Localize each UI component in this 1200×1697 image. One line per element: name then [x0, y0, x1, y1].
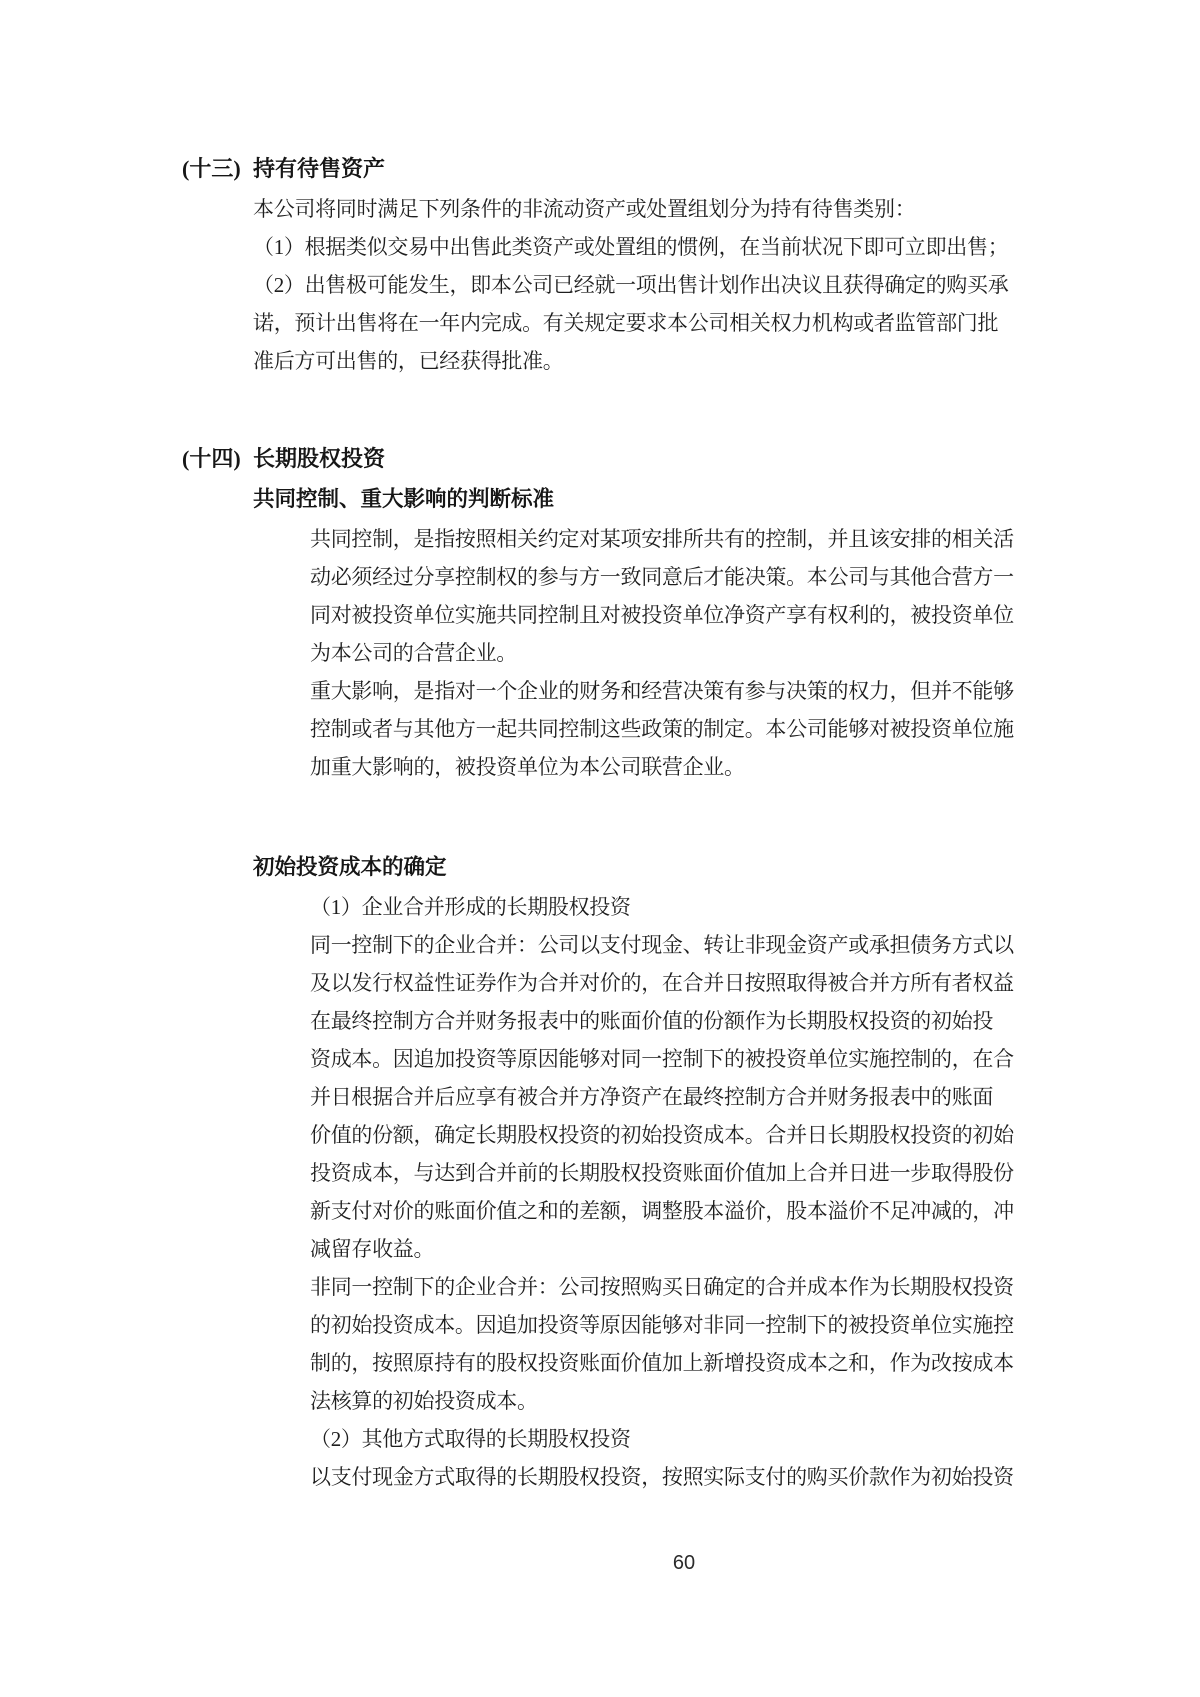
text-line: （1）根据类似交易中出售此类资产或处置组的惯例，在当前状况下即可立即出售；: [253, 235, 1009, 259]
text-line: 法核算的初始投资成本。: [310, 1389, 538, 1413]
section-title: 长期股权投资: [253, 446, 386, 471]
text-line: 重大影响，是指对一个企业的财务和经营决策有参与决策的权力，但并不能够: [310, 679, 1014, 703]
text-line: 动必须经过分享控制权的参与方一致同意后才能决策。本公司与其他合营方一: [310, 565, 1014, 589]
text-line: 资成本。因追加投资等原因能够对同一控制下的被投资单位实施控制的，在合: [310, 1047, 1014, 1071]
paragraph: [310, 888, 1013, 1496]
text-line: （2）出售极可能发生，即本公司已经就一项出售计划作出决议且获得确定的购买承: [253, 273, 1009, 297]
text-line: 准后方可出售的，已经获得批准。: [253, 349, 564, 373]
sub-heading: 共同控制、重大影响的判断标准: [253, 487, 555, 511]
document-content: [182, 150, 1013, 1496]
sub-heading: 初始投资成本的确定: [253, 855, 447, 879]
text-line: 制的，按照原持有的股权投资账面价值加上新增投资成本之和，作为改按成本: [310, 1351, 1014, 1375]
text-line: 价值的份额，确定长期股权投资的初始投资成本。合并日长期股权投资的初始: [310, 1123, 1014, 1147]
text-line: 及以发行权益性证券作为合并对价的，在合并日按照取得被合并方所有者权益: [310, 971, 1014, 995]
paragraph: [310, 520, 1013, 786]
section-number-label: (十三): [182, 156, 241, 181]
text-line: 控制或者与其他方一起共同控制这些政策的制定。本公司能够对被投资单位施: [310, 717, 1014, 741]
text-line: 以支付现金方式取得的长期股权投资，按照实际支付的购买价款作为初始投资: [310, 1465, 1014, 1489]
section: [182, 150, 1013, 380]
paragraph-spacer: [253, 786, 1013, 848]
section-body: [253, 440, 1013, 1496]
text-line: 同一控制下的企业合并：公司以支付现金、转让非现金资产或承担债务方式以: [310, 933, 1014, 957]
text-line: （1）企业合并形成的长期股权投资: [310, 895, 631, 919]
page-number: 60: [672, 1552, 696, 1574]
text-line: 新支付对价的账面价值之和的差额，调整股本溢价，股本溢价不足冲减的，冲: [310, 1199, 1014, 1223]
paragraph: [253, 190, 1013, 380]
text-line: 本公司将同时满足下列条件的非流动资产或处置组划分为持有待售类别：: [253, 197, 916, 221]
text-line: 的初始投资成本。因追加投资等原因能够对非同一控制下的被投资单位实施控: [310, 1313, 1014, 1337]
text-line: （2）其他方式取得的长期股权投资: [310, 1427, 631, 1451]
text-line: 非同一控制下的企业合并：公司按照购买日确定的合并成本作为长期股权投资: [310, 1275, 1014, 1299]
text-line: 为本公司的合营企业。: [310, 641, 517, 665]
text-line: 加重大影响的，被投资单位为本公司联营企业。: [310, 755, 745, 779]
text-line: 并日根据合并后应享有被合并方净资产在最终控制方合并财务报表中的账面: [310, 1085, 994, 1109]
section-body: [253, 150, 1013, 380]
text-line: 共同控制，是指按照相关约定对某项安排所共有的控制，并且该安排的相关活: [310, 527, 1014, 551]
section: [182, 440, 1013, 1496]
text-line: 诺，预计出售将在一年内完成。有关规定要求本公司相关权力机构或者监管部门批: [253, 311, 999, 335]
text-line: 减留存收益。: [310, 1237, 435, 1261]
section-title: 持有待售资产: [253, 156, 386, 181]
section-number-label: (十四): [182, 446, 241, 471]
text-line: 投资成本，与达到合并前的长期股权投资账面价值加上合并日进一步取得股份: [310, 1161, 1014, 1185]
text-line: 在最终控制方合并财务报表中的账面价值的份额作为长期股权投资的初始投: [310, 1009, 994, 1033]
text-line: 同对被投资单位实施共同控制且对被投资单位净资产享有权利的，被投资单位: [310, 603, 1014, 627]
